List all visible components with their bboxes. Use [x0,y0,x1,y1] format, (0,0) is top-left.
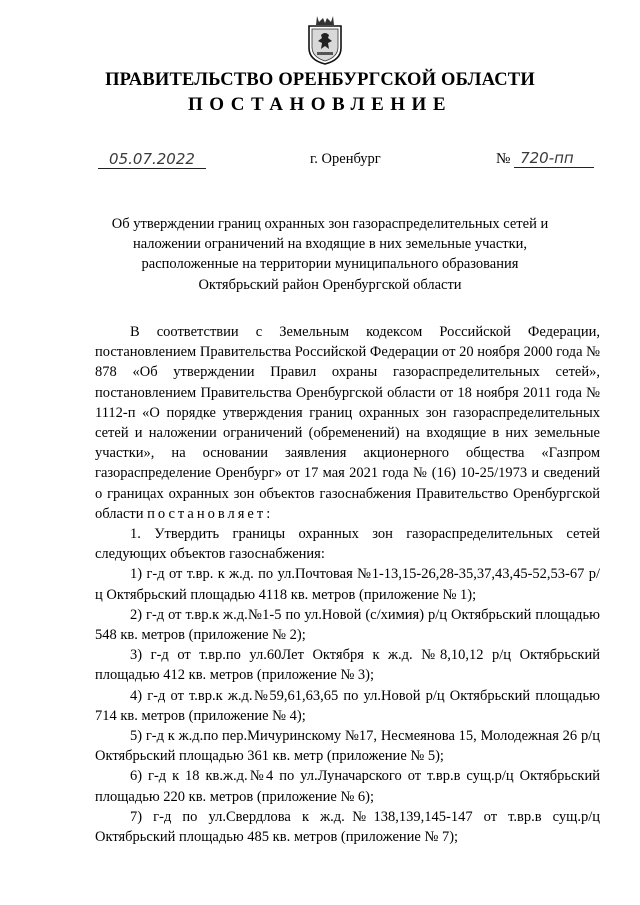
coat-of-arms-icon [305,14,345,66]
list-item: 2) г-д от т.вр.к ж.д.№1-5 по ул.Новой (с/химия) р/ц Октябрьский площадью 548 кв. метров (приложение № 2); [95,606,600,644]
list-item: 7) г-д по ул.Свердлова к ж.д.№138,139,145-147 от т.вр.в сущ.р/ц Октябрьский площадью 485 кв. метров (приложение № 7); [95,808,600,846]
list-item: 5) г-д к ж.д.по пер.Мичуринскому №17, Несмеянова 15, Молодежная 26 р/ц Октябрьский площадью 361 кв. метр (приложение № 5); [95,728,600,765]
list-item: 1) г-д от т.вр. к ж.д. по ул.Почтовая №1-13,15-26,28-35,37,43,45-52,53-67 р/ц Октябрьский площадью 4118 кв. метров (приложение № 1); [95,566,600,603]
document-body [95,322,600,847]
document-subject: Об утверждении границ охранных зон газораспределительных сетей и наложении ограничений на входящие в них земельные участки, расположенные на территории муниципального образования Октябрьский район Оренбургской области [111,216,549,293]
point-1-paragraph: 1. Утвердить границы охранных зон газораспределительных сетей следующих объектов газоснабжения: [95,526,600,563]
list-item: 6) г-д к 18 кв.ж.д.№4 по ул.Луначарского от т.вр.в сущ.р/ц Октябрьский площадью 220 кв. метров (приложение № 6); [95,768,600,805]
list-item: 4) г-д от т.вр.к ж.д.№59,61,63,65 по ул.Новой р/ц Октябрьский площадью 714 кв. метров (приложение № 4); [95,687,600,724]
decree-word: постановляет: [147,505,274,522]
document-date: 05.07.2022 [98,150,206,169]
list-item: 3) г-д от т.вр.по ул.60Лет Октября к ж.д. №8,10,12 р/ц Октябрьский площадью 412 кв. метров (приложение № 3); [95,647,600,684]
preamble-paragraph [95,322,600,524]
document-number [496,149,594,168]
number-sign: № [496,151,511,167]
document-type: ПОСТАНОВЛЕНИЕ [187,94,453,115]
number-value: 720-пп [514,149,594,168]
government-title: ПРАВИТЕЛЬСТВО ОРЕНБУРГСКОЙ ОБЛАСТИ [105,70,535,90]
preamble-text: В соответствии с Земельным кодексом Российской Федерации, постановлением Правительства Российской Федерации от 20 ноября 2000 года № 878 «Об утверждении Правил охраны газораспределительных сетей», постановлением Правительства Оренбургской области от 18 ноября 2011 года № 1112-п «О порядке утверждения границ охранных зон газораспределительных сетей и наложении ограничений (обременений) на входящие в них земельные участки», на основании заявления акционерного общества «Газпром газораспределение Оренбург» от 17 мая 2021 года № (16) 10-25/1973 и сведений о границах охранных зон объектов газоснабжения Правительство Оренбургской области [95,324,600,522]
document-city: г. Оренбург [310,151,381,167]
